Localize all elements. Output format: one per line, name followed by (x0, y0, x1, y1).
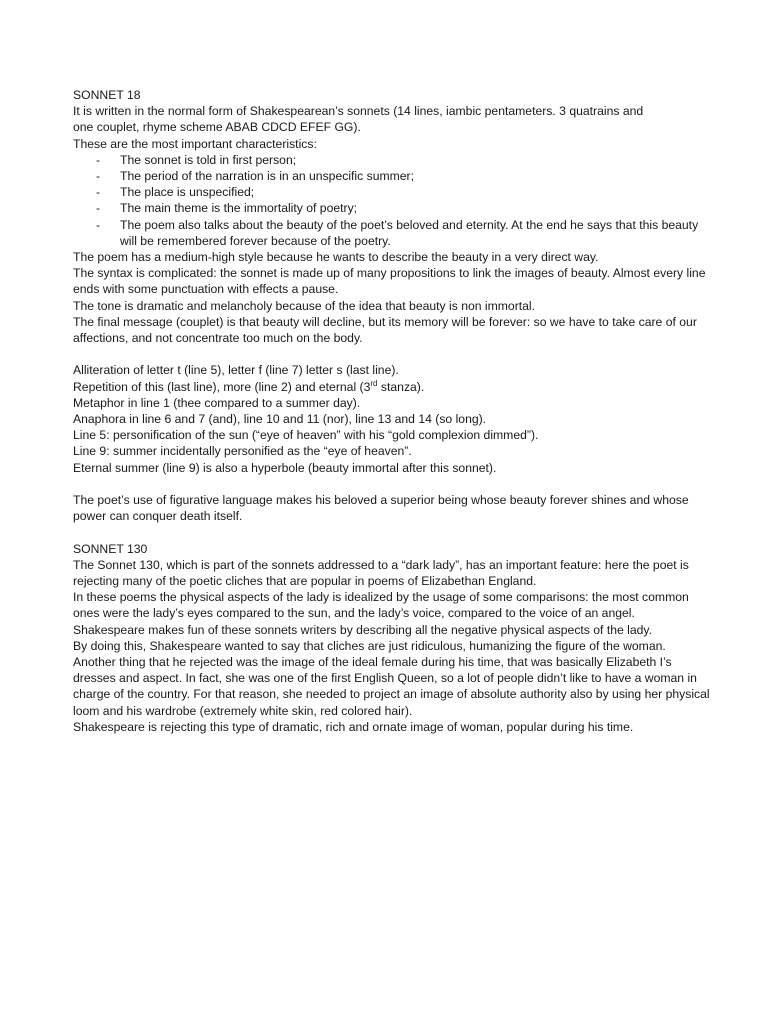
list-item (73, 168, 713, 184)
sonnet-130-paragraph-6: Shakespeare is rejecting this type of dramatic, rich and ornate image of woman, popular during his time. (73, 719, 634, 734)
document-page (73, 87, 713, 735)
sonnet-130-paragraph-1: The Sonnet 130, which is part of the sonnets addressed to a “dark lady”, has an important feature: here the poet is rejecting many of the poetic cliches that are popular in poems of Elizabethan England. (73, 557, 689, 589)
characteristics-lead: These are the most important characteristics: (73, 136, 317, 151)
style-paragraph: The poem has a medium-high style because he wants to describe the beauty in a very direct way. (73, 250, 599, 265)
bullet-dash: - (96, 185, 101, 200)
list-item (73, 200, 713, 216)
list-item-text: The period of the narration is in an unspecific summer; (120, 169, 414, 184)
list-item (73, 184, 713, 200)
ordinal-superscript: rd (370, 378, 378, 388)
sonnet-130-paragraph-2: In these poems the physical aspects of the lady is idealized by the usage of some comparisons: the most common ones were the lady’s eyes compared to the sun, and the lady’s voice, compared to the voice of an angel. (73, 590, 689, 621)
sonnet-130-title: SONNET 130 (73, 541, 148, 556)
sonnet-18-intro-line-2: one couplet, rhyme scheme ABAB CDCD EFEF GG). (73, 120, 361, 135)
repetition-text-b: stanza). (377, 379, 425, 394)
anaphora-line: Anaphora in line 6 and 7 (and), line 10 and 11 (nor), line 13 and 14 (so long). (73, 412, 487, 427)
eternal-summer-note: Eternal summer (line 9) is also a hyperbole (beauty immortal after this sonnet). (73, 460, 497, 475)
bullet-dash: - (96, 217, 101, 232)
paragraph-gap (73, 524, 713, 540)
bullet-dash: - (96, 201, 101, 216)
line-5-note: Line 5: personification of the sun (“eye of heaven” with his “gold complexion dimmed”). (73, 428, 539, 443)
paragraph-gap (73, 476, 713, 492)
list-item-text: The sonnet is told in first person; (120, 152, 297, 167)
tone-paragraph: The tone is dramatic and melancholy because of the idea that beauty is non immortal. (73, 298, 536, 313)
list-item-text: The main theme is the immortality of poetry; (120, 201, 358, 216)
alliteration-line: Alliteration of letter t (line 5), letter f (line 7) letter s (last line). (73, 363, 399, 378)
list-item-text: The place is unspecified; (120, 185, 255, 200)
repetition-text-a: Repetition of this (last line), more (line 2) and eternal (3 (73, 379, 371, 394)
list-item (73, 152, 713, 168)
conclusion-paragraph: The poet’s use of figurative language makes his beloved a superior being whose beauty forever shines and whose power can conquer death itself. (73, 493, 689, 524)
sonnet-18-intro-line-1: It is written in the normal form of Shakespearean’s sonnets (14 lines, iambic pentameters. 3 quatrains and (73, 104, 644, 119)
list-item-text: The poem also talks about the beauty of the poet’s beloved and eternity. At the end he says that this beauty will be remembered forever because of the poetry. (120, 217, 699, 248)
syntax-paragraph: The syntax is complicated: the sonnet is made up of many propositions to link the images of beauty. Almost every line ends with some punctuation with effects a pause. (73, 266, 706, 297)
list-item (73, 217, 713, 249)
sonnet-18-title: SONNET 18 (73, 88, 141, 102)
final-message-paragraph: The final message (couplet) is that beauty will decline, but its memory will be forever: so we have to take care of our affections, and not concentrate too much on the body. (73, 314, 697, 346)
metaphor-line: Metaphor in line 1 (thee compared to a summer day). (73, 395, 361, 410)
bullet-dash: - (96, 169, 101, 184)
characteristics-list (73, 152, 713, 249)
repetition-line (73, 379, 713, 395)
sonnet-130-paragraph-5: Another thing that he rejected was the image of the ideal female during his time, that was basically Elizabeth I’s dresses and aspect. In fact, she was one of the first English Queen, so a lot of people didn’t like to have a woman in charge of the country. For that reason, she needed to project an image of absolute authority also by using her physical loom and his wardrobe (extremely white skin, red colored hair). (73, 655, 710, 718)
line-9-note: Line 9: summer incidentally personified as the “eye of heaven”. (73, 444, 412, 459)
sonnet-130-paragraph-4: By doing this, Shakespeare wanted to say that cliches are just ridiculous, humanizing the figure of the woman. (73, 638, 666, 653)
sonnet-130-paragraph-3: Shakespeare makes fun of these sonnets writers by describing all the negative physical aspects of the lady. (73, 622, 653, 637)
bullet-dash: - (96, 152, 101, 167)
paragraph-gap (73, 346, 713, 362)
